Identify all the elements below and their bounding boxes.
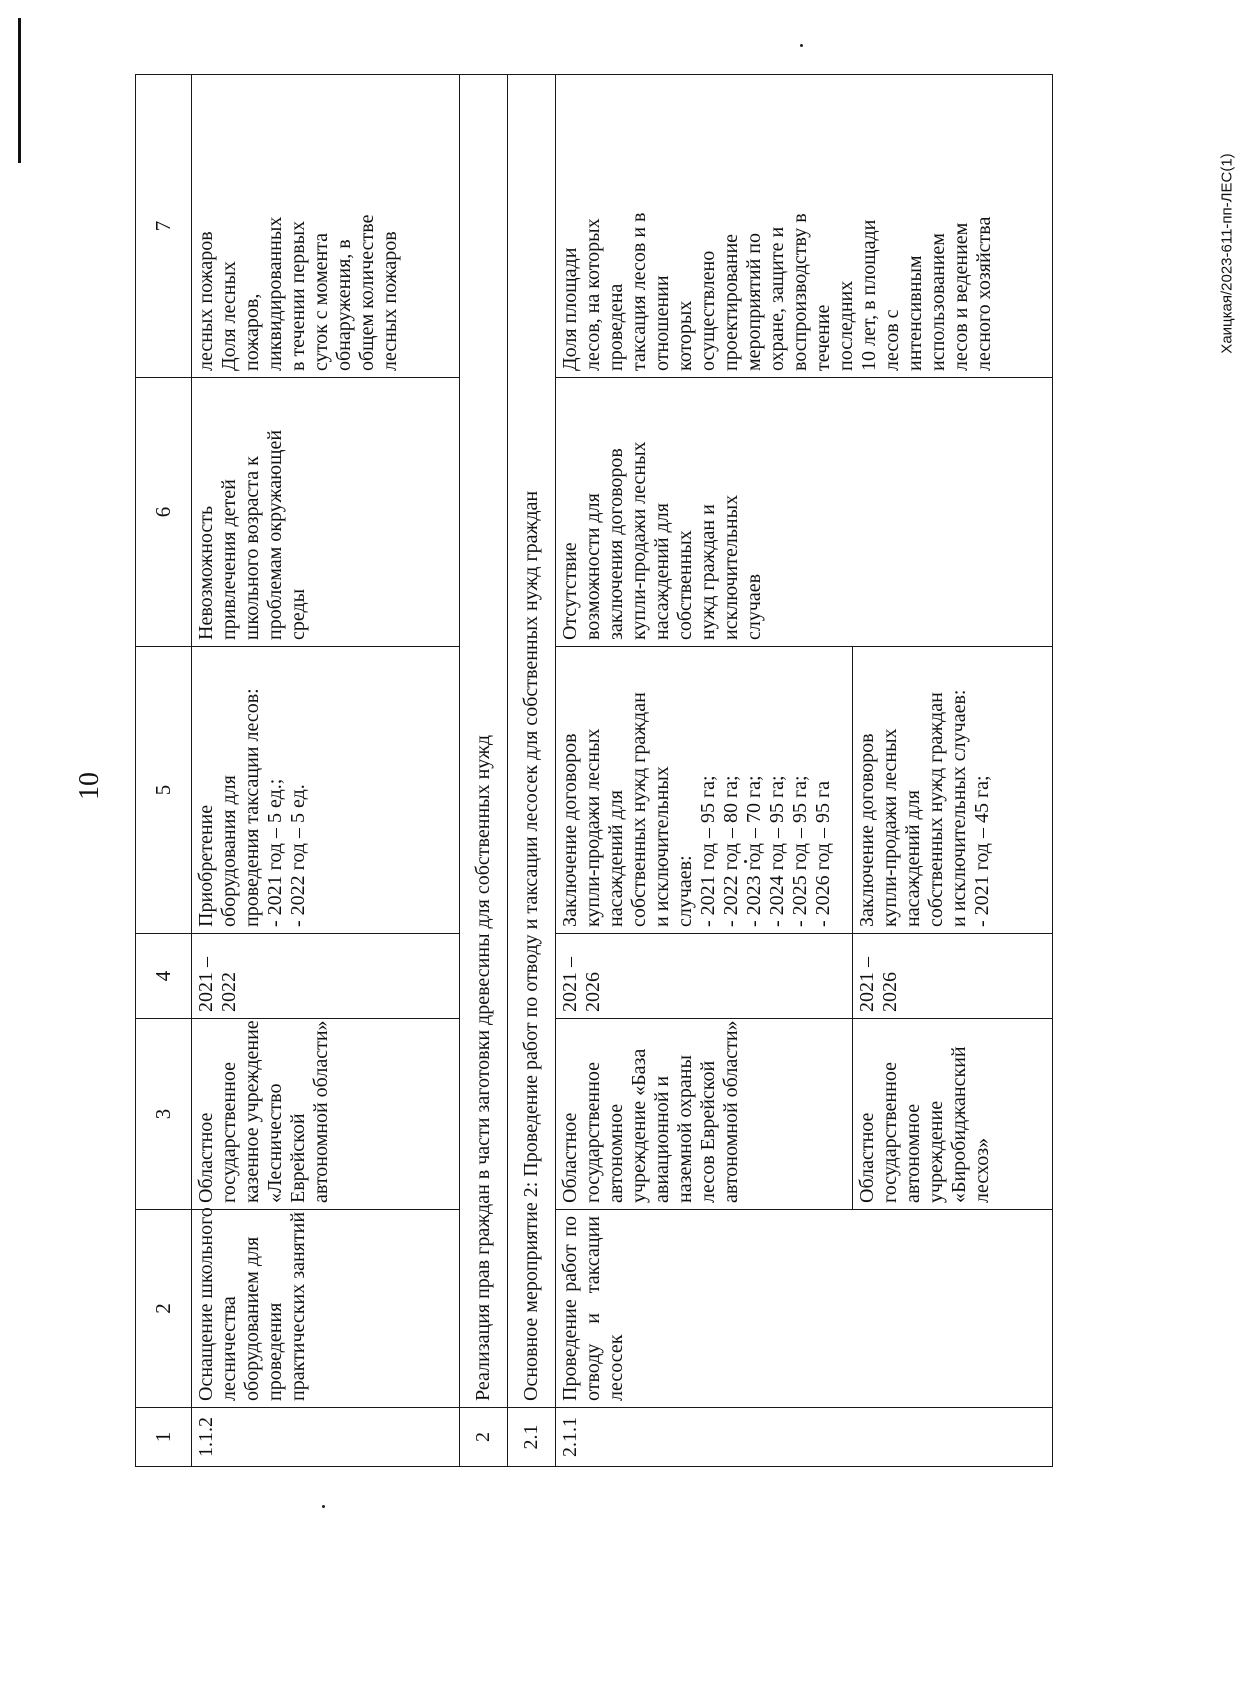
header-cell: 6 [136, 378, 192, 647]
scan-speck [322, 1505, 325, 1508]
executor-cell: Областное государственное казенное учреждение «Лесничество Еврейской автономной области» [192, 1019, 460, 1210]
header-cell: 4 [136, 934, 192, 1019]
result-cell: Приобретение оборудования для проведения таксации лесов: - 2021 год – 5 ед.; - 2022 год – 5 ед. [192, 647, 460, 934]
scan-edge-mark [18, 18, 21, 163]
table-row [192, 75, 460, 1467]
period-cell: 2021 – 2026 [853, 934, 1053, 1019]
rotated-table-container [135, 75, 1052, 1467]
row-number: 2.1.1 [556, 1408, 1053, 1467]
section-title: Основное мероприятие 2: Проведение работ по отводу и таксации лесосек для собственных нужд граждан [508, 75, 556, 1408]
row-number: 1.1.2 [192, 1408, 460, 1467]
header-row [136, 75, 192, 1467]
result-cell: Заключение договоров купли-продажи лесных насаждений для собственных нужд граждан и исключительных случаев: - 2021 год – 95 га; - 2022 год – 80 га; - 2023 год – 70 га; - 2024 год – 95 га; - 2025 год – 95 га; - 2026 год – 95 га [556, 647, 853, 934]
section-number: 2.1 [508, 1408, 556, 1467]
indicator-cell: Доля площади лесов, на которых проведена таксация лесов и в отношении которых осуществлено проектирование мероприятий по охране, защите и воспроизводству в течение последних 10 лет, в площади лесов с интенсивным использованием лесов и ведением лесного хозяйства [556, 75, 1053, 378]
section-row [460, 75, 508, 1467]
task-cell: Оснащение школьного лесничества оборудованием для проведения практических занятий [192, 1210, 460, 1408]
header-cell: 2 [136, 1210, 192, 1408]
header-cell: 7 [136, 75, 192, 378]
section-number: 2 [460, 1408, 508, 1467]
header-cell: 3 [136, 1019, 192, 1210]
header-cell: 1 [136, 1408, 192, 1467]
indicator-cell: лесных пожаров Доля лесных пожаров, ликвидированных в течении первых суток с момента обнаружения, в общем количестве лесных пожаров [192, 75, 460, 378]
result-cell: Заключение договоров купли-продажи лесных насаждений для собственных нужд граждан и исключительных случаев: - 2021 год – 45 га; [853, 647, 1053, 934]
section-title: Реализация прав граждан в части заготовки древесины для собственных нужд [460, 75, 508, 1408]
period-cell: 2021 – 2026 [556, 934, 853, 1019]
executor-cell: Областное государственное автономное учреждение «База авиационной и наземной охраны лесов Еврейской автономной области» [556, 1019, 853, 1210]
document-code: Хаицкая/2023-611-пп-ЛЕС(1) [1218, 153, 1236, 354]
executor-cell: Областное государственное автономное учреждение «Биробиджанский лесхоз» [853, 1019, 1053, 1210]
program-activities-table [135, 74, 1053, 1467]
section-row [508, 75, 556, 1467]
scan-speck [800, 44, 803, 47]
page-number: 10 [74, 772, 105, 800]
header-cell: 5 [136, 647, 192, 934]
period-cell: 2021 – 2022 [192, 934, 460, 1019]
consequence-cell: Отсутствие возможности для заключения договоров купли-продажи лесных насаждений для собственных нужд граждан и исключительных случаев [556, 378, 1053, 647]
task-cell: Проведение работ по отводу и таксации лесосек [556, 1210, 1053, 1408]
consequence-cell: Невозможность привлечения детей школьного возраста к проблемам окружающей среды [192, 378, 460, 647]
table-row [556, 75, 853, 1467]
